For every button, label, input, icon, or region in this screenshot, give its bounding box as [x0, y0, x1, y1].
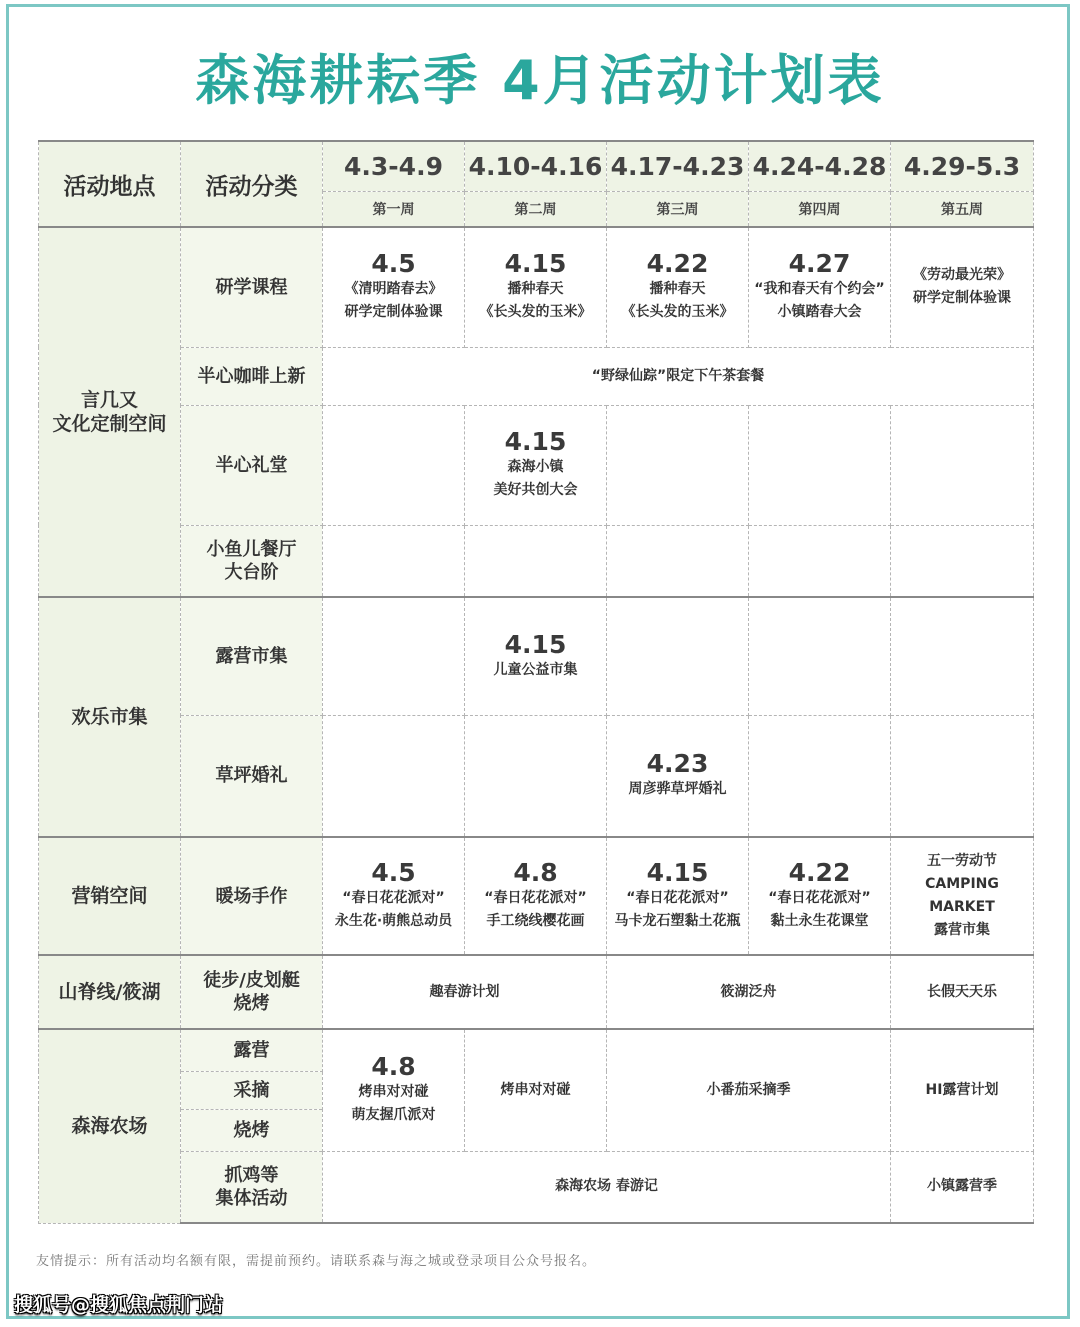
location-culture: 言几又 文化定制空间: [39, 227, 181, 597]
empty-cell: [465, 715, 607, 837]
row-hall: [39, 405, 1034, 525]
category-hike: 徒步/皮划艇 烧烤: [181, 955, 323, 1029]
activity-cell: 趣春游计划: [323, 955, 607, 1029]
activity-cell: 4.22 播种春天 《长头发的玉米》: [607, 227, 749, 347]
activity-cell: 4.15 森海小镇 美好共创大会: [465, 405, 607, 525]
empty-cell: [607, 405, 749, 525]
category-hall: 半心礼堂: [181, 405, 323, 525]
empty-cell: [323, 405, 465, 525]
activity-cell: 4.5 《清明踏春去》 研学定制体验课: [323, 227, 465, 347]
row-wedding: [39, 715, 1034, 837]
activity-cell: 4.8 烤串对对碰 萌友握爪派对: [323, 1029, 465, 1151]
empty-cell: [323, 525, 465, 597]
activity-plan-table: [38, 140, 1034, 1224]
page-title: 森海耕耘季 4月活动计划表: [195, 49, 885, 112]
location-sales: 营销空间: [39, 837, 181, 955]
activity-cell: 4.15 播种春天 《长头发的玉米》: [465, 227, 607, 347]
week-label: 第五周: [891, 191, 1034, 227]
empty-cell: [749, 715, 891, 837]
empty-cell: [749, 405, 891, 525]
week-dates: 4.10-4.16: [465, 141, 607, 191]
week-label: 第二周: [465, 191, 607, 227]
watermark: 搜狐号@搜狐焦点荆门站: [14, 1294, 224, 1316]
activity-cell: 4.15 儿童公益市集: [465, 597, 607, 715]
category-craft: 暖场手作: [181, 837, 323, 955]
activity-cell: 五一劳动节 CAMPING MARKET 露营市集: [891, 837, 1034, 955]
activity-cell: 筱湖泛舟: [607, 955, 891, 1029]
category-chicken: 抓鸡等 集体活动: [181, 1151, 323, 1223]
activity-cell: 森海农场 春游记: [323, 1151, 891, 1223]
empty-cell: [891, 405, 1034, 525]
activity-cell: 小镇露营季: [891, 1151, 1034, 1223]
activity-cell: 4.23 周彦骅草坪婚礼: [607, 715, 749, 837]
row-craft: [39, 837, 1034, 955]
category-fish: 小鱼儿餐厅 大台阶: [181, 525, 323, 597]
row-camp-market: [39, 597, 1034, 715]
row-farm-chicken: [39, 1151, 1034, 1223]
activity-cell: 小番茄采摘季: [607, 1029, 891, 1151]
week-label: 第四周: [749, 191, 891, 227]
empty-cell: [891, 715, 1034, 837]
category-wedding: 草坪婚礼: [181, 715, 323, 837]
empty-cell: [323, 597, 465, 715]
category-camp: 露营: [181, 1029, 323, 1071]
row-farm-camp: [39, 1029, 1034, 1071]
week-dates: 4.17-4.23: [607, 141, 749, 191]
category-coffee: 半心咖啡上新: [181, 347, 323, 405]
location-farm: 森海农场: [39, 1029, 181, 1223]
week-label: 第一周: [323, 191, 465, 227]
location-market: 欢乐市集: [39, 597, 181, 837]
activity-cell: 4.8 “春日花花派对” 手工绕线樱花画: [465, 837, 607, 955]
header-location: 活动地点: [39, 141, 181, 227]
activity-cell: “野绿仙踪”限定下午茶套餐: [323, 347, 1034, 405]
row-hike: [39, 955, 1034, 1029]
header-row-dates: [39, 141, 1034, 191]
empty-cell: [607, 525, 749, 597]
category-pick: 采摘: [181, 1071, 323, 1109]
empty-cell: [323, 715, 465, 837]
week-dates: 4.3-4.9: [323, 141, 465, 191]
row-fish: [39, 525, 1034, 597]
activity-cell: 烤串对对碰: [465, 1029, 607, 1151]
empty-cell: [749, 525, 891, 597]
activity-cell: 4.15 “春日花花派对” 马卡龙石塑黏土花瓶: [607, 837, 749, 955]
activity-cell: 4.22 “春日花花派对” 黏土永生花课堂: [749, 837, 891, 955]
row-coffee: [39, 347, 1034, 405]
activity-cell: 《劳动最光荣》 研学定制体验课: [891, 227, 1034, 347]
category-study: 研学课程: [181, 227, 323, 347]
empty-cell: [749, 597, 891, 715]
footer-note: 友情提示：所有活动均名额有限，需提前预约。请联系森与海之城或登录项目公众号报名。: [36, 1254, 597, 1269]
empty-cell: [607, 597, 749, 715]
activity-cell: HI露营计划: [891, 1029, 1034, 1151]
activity-cell: 长假天天乐: [891, 955, 1034, 1029]
activity-cell: 4.27 “我和春天有个约会” 小镇踏春大会: [749, 227, 891, 347]
location-ridge: 山脊线/筱湖: [39, 955, 181, 1029]
activity-cell: 4.5 “春日花花派对” 永生花·萌熊总动员: [323, 837, 465, 955]
header-category: 活动分类: [181, 141, 323, 227]
empty-cell: [891, 597, 1034, 715]
empty-cell: [465, 525, 607, 597]
week-dates: 4.24-4.28: [749, 141, 891, 191]
category-bbq: 烧烤: [181, 1109, 323, 1151]
empty-cell: [891, 525, 1034, 597]
row-study: [39, 227, 1034, 347]
category-camp-market: 露营市集: [181, 597, 323, 715]
week-label: 第三周: [607, 191, 749, 227]
week-dates: 4.29-5.3: [891, 141, 1034, 191]
